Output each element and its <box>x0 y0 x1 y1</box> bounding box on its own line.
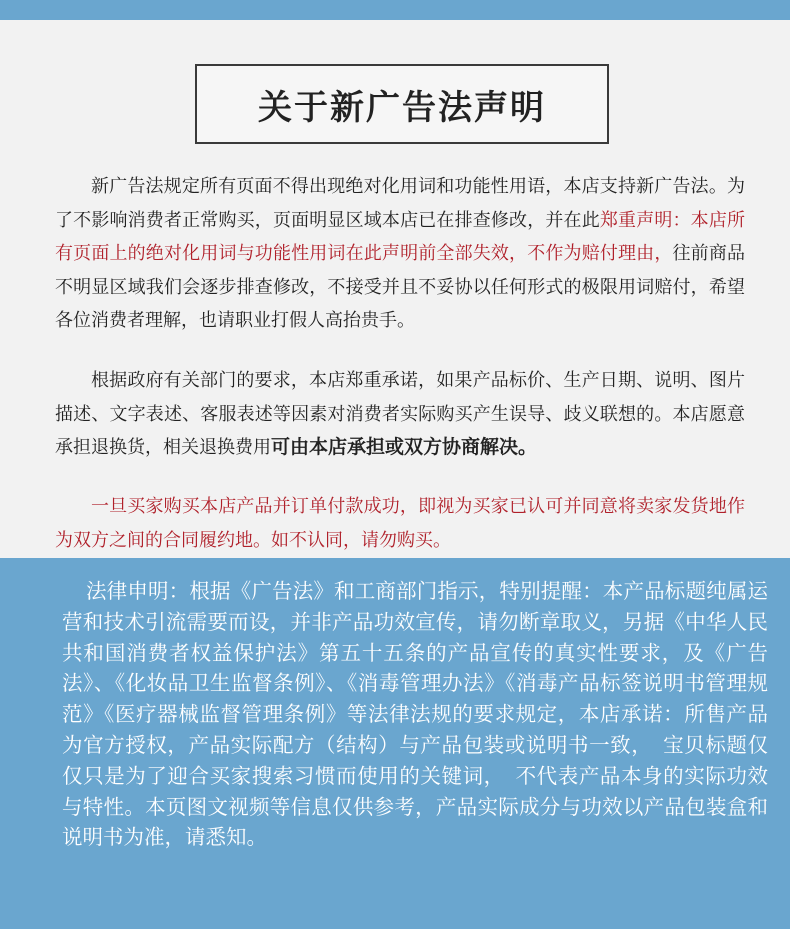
notice-paragraph-1 <box>55 170 745 338</box>
notice-paragraph-2 <box>55 364 745 465</box>
p2-text-a: 根据政府有关部门的要求，本店郑重承诺，如果产品标价、生产日期、说明、图片描述、文字表述、客服表述等因素对消费者实际购买产生误导、歧义联想的。本店愿意承担退换货，相关退换费用 <box>55 370 745 458</box>
p1-red-declaration: 郑重声明：本店所有页面上的绝对化用词与功能性用词在此声明前全部失效，不作为赔付理由， <box>55 209 746 264</box>
title-frame <box>195 64 609 144</box>
legal-panel <box>0 558 790 929</box>
notice-paragraph-3: 一旦买家购买本店产品并订单付款成功，即视为买家已认可并同意将卖家发货地作为双方之间的合同履约地。如不认同，请勿购买。 <box>55 496 745 551</box>
p1-text-b: 往前商品不明显区域我们会逐步排查修改，不接受并且不妥协以任何形式的极限用词赔付，希望各位消费者理解，也请职业打假人高抬贵手。 <box>55 243 746 331</box>
top-band <box>0 0 790 20</box>
page-title: 关于新广告法声明 <box>258 87 546 128</box>
legal-statement: 法律申明：根据《广告法》和工商部门指示，特别提醒：本产品标题纯属运营和技术引流需要而设，并非产品功效宣传，请勿断章取义，另据《中华人民共和国消费者权益保护法》第五十五条的产品宣传的真实性要求，及《广告法》、《化妆品卫生监督条例》、《消毒管理办法》《消毒产品标签说明书管理规范》《医疗器械监督管理条例》等法律法规的要求规定，本店承诺：所售产品为官方授权，产品实际配方（结构）与产品包装或说明书一致， 宝贝标题仅仅只是为了迎合买家搜索习惯而使用的关键词， 不代表产品本身的实际功效与特性。本页图文视频等信息仅供参考，产品实际成分与功效以产品包装盒和说明书为准，请悉知。 <box>62 579 768 850</box>
p2-bold-text: 可由本店承担或双方协商解决。 <box>271 436 538 458</box>
p1-text-a: 新广告法规定所有页面不得出现绝对化用词和功能性用语，本店支持新广告法。为了不影响消费者正常购买，页面明显区域本店已在排查修改，并在此 <box>55 176 745 231</box>
notice-panel <box>0 20 790 558</box>
